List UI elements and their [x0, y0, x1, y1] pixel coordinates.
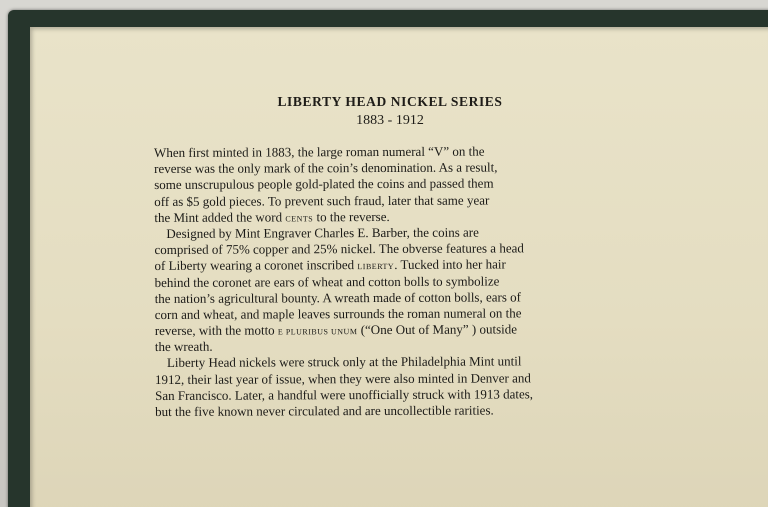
text-run: off as $5 gold pieces. To prevent such fraud, later that same year: [154, 192, 490, 209]
text-run: some unscrupulous people gold-plated the coins and passed them: [154, 175, 494, 193]
text-run: Designed by Mint Engraver Charles E. Barber, the coins are: [166, 224, 479, 241]
small-caps-word: LIBERTY: [357, 262, 395, 272]
text-run: the Mint added the word: [154, 209, 286, 225]
text-run: reverse, with the motto: [154, 322, 278, 339]
description-text: [154, 143, 635, 420]
text-run: behind the coronet are ears of wheat and cotton bolls to symbolize: [154, 272, 500, 290]
small-caps-word: CENTS: [285, 214, 314, 224]
small-caps-word: E PLURIBUS UNUM: [277, 327, 358, 337]
text-run: reverse was the only mark of the coin’s denomination. As a result,: [154, 159, 498, 177]
text-run: corn and wheat, and maple leaves surrounds the roman numeral on the: [154, 305, 522, 322]
text-run: comprised of 75% copper and 25% nickel. The obverse features a head: [154, 240, 524, 258]
text-run: . Tucked into her hair: [394, 256, 506, 273]
text-run: the nation’s agricultural bounty. A wreath made of cotton bolls, ears of: [154, 289, 522, 306]
text-line: [155, 402, 635, 420]
text-run: San Francisco. Later, a handful were unofficially struck with 1913 dates,: [155, 386, 534, 403]
text-run: to the reverse.: [313, 208, 390, 225]
text-run: the wreath.: [154, 338, 213, 355]
text-run: but the five known never circulated and are uncollectible rarities.: [155, 402, 494, 419]
page-title: LIBERTY HEAD NICKEL SERIES: [277, 94, 503, 109]
date-range: 1883 - 1912: [356, 113, 424, 128]
text-run: (“One Out of Many” ) outside: [357, 321, 518, 338]
text-run: When first minted in 1883, the large roman numeral “V” on the: [154, 143, 485, 160]
text-run: Liberty Head nickels were struck only at the Philadelphia Mint until: [166, 353, 522, 371]
text-run: 1912, their last year of issue, when they were also minted in Denver and: [154, 369, 531, 387]
text-run: of Liberty wearing a coronet inscribed: [154, 257, 358, 274]
